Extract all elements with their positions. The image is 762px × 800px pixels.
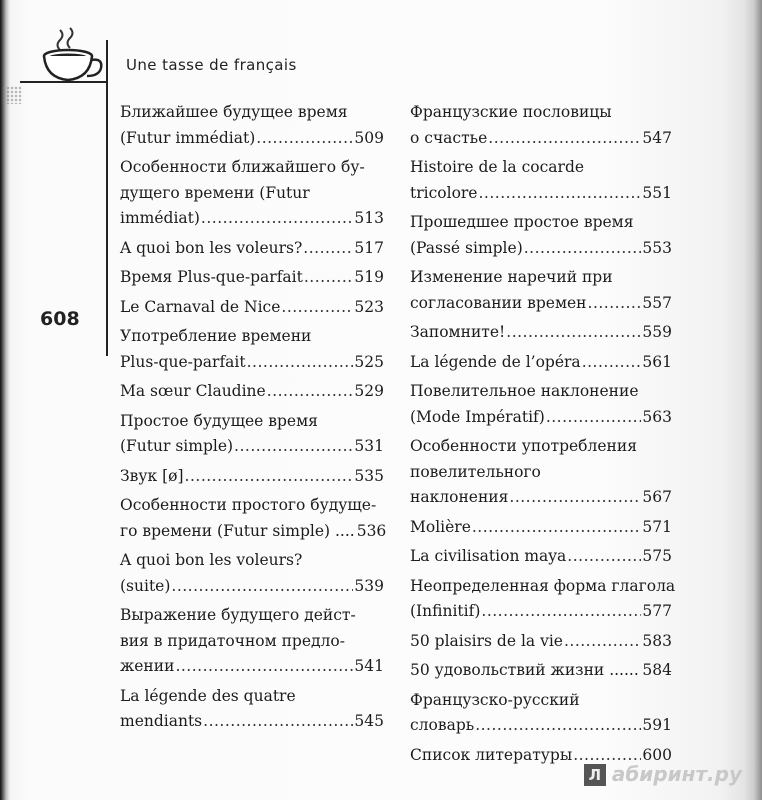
toc-entry-title: словарь bbox=[410, 716, 475, 734]
toc-entry bbox=[410, 155, 672, 206]
dot-leader bbox=[478, 181, 641, 207]
toc-entry-title: Molière bbox=[410, 517, 471, 536]
toc-entry-line bbox=[410, 485, 672, 511]
toc-page-number: 539 bbox=[354, 576, 384, 595]
toc-entry-line bbox=[410, 713, 672, 739]
toc-entry-title: La légende de l’opéra bbox=[410, 352, 581, 371]
toc-entry-line bbox=[120, 295, 384, 321]
toc-entry-line: дущего времени (Futur bbox=[120, 183, 310, 202]
toc-entry-title: наклонения bbox=[410, 488, 509, 506]
toc-entry-line: A quoi bon les voleurs? bbox=[120, 551, 303, 569]
toc-entry-title: Запомните! bbox=[410, 323, 506, 341]
site-watermark bbox=[584, 762, 742, 787]
toc-page-number: 535 bbox=[354, 466, 384, 485]
toc-entry-line bbox=[120, 464, 384, 490]
toc-entry-line: La légende des quatre bbox=[120, 686, 296, 705]
toc-page-number: 525 bbox=[354, 352, 384, 371]
toc-entry-title: (Futur simple) bbox=[120, 437, 234, 455]
toc-entry-title: 50 plaisirs de la vie bbox=[410, 631, 563, 650]
toc-entry-line bbox=[120, 434, 384, 460]
dot-leader bbox=[303, 236, 353, 262]
page-edge-shadow bbox=[744, 0, 762, 800]
dot-leader bbox=[304, 265, 354, 291]
toc-entry-title: (Passé simple) bbox=[410, 238, 523, 257]
dot-leader bbox=[567, 544, 641, 570]
dot-leader bbox=[524, 236, 642, 262]
toc-page-number: 557 bbox=[642, 293, 672, 312]
toc-entry bbox=[410, 434, 672, 511]
toc-entry bbox=[120, 100, 384, 151]
toc-entry bbox=[120, 236, 384, 262]
toc-entry bbox=[120, 548, 384, 599]
toc-entry-line bbox=[120, 126, 384, 152]
toc-page-number: 577 bbox=[642, 602, 672, 620]
dot-leader bbox=[472, 515, 642, 541]
toc-entry-line bbox=[410, 629, 672, 655]
toc-entry bbox=[410, 658, 672, 684]
toc-entry-line: Изменение наречий при bbox=[410, 268, 613, 286]
toc-entry-line bbox=[410, 544, 672, 570]
toc-entry-line: Простое будущее время bbox=[120, 411, 318, 430]
toc-page-number: 529 bbox=[354, 382, 384, 400]
toc-page-number: 591 bbox=[642, 716, 672, 734]
toc-entry-line bbox=[120, 654, 384, 680]
toc-page-number: 536 bbox=[356, 521, 387, 540]
toc-entry bbox=[410, 379, 672, 430]
dot-leader bbox=[203, 709, 353, 735]
dot-leader bbox=[234, 434, 353, 460]
toc-entry-line: Прошедшее простое время bbox=[410, 213, 634, 231]
toc-entry-line bbox=[410, 350, 672, 376]
toc-page-number: 583 bbox=[642, 631, 672, 650]
header-dot-pattern bbox=[2, 86, 22, 104]
toc-entry-line: Употребление времени bbox=[120, 327, 312, 345]
toc-entry-title: Список литературы bbox=[410, 745, 573, 764]
toc-column-right bbox=[410, 100, 676, 772]
dot-leader bbox=[256, 126, 353, 152]
toc-entry bbox=[120, 379, 384, 405]
toc-entry-title: согласовании времен bbox=[410, 293, 587, 312]
toc-column-left bbox=[120, 100, 387, 739]
toc-entry-line bbox=[410, 291, 672, 317]
toc-page-number: 547 bbox=[642, 128, 672, 147]
toc-entry-line bbox=[410, 320, 672, 346]
toc-entry-title: Звук [ø] bbox=[120, 466, 184, 485]
toc-entry bbox=[120, 265, 384, 291]
toc-entry-title: Le Carnaval de Nice bbox=[120, 297, 281, 316]
toc-page-number: 513 bbox=[354, 209, 384, 227]
toc-entry-title: A quoi bon les voleurs? bbox=[120, 238, 303, 257]
dot-leader bbox=[564, 629, 641, 655]
toc-entry bbox=[410, 574, 676, 625]
toc-entry bbox=[120, 295, 384, 321]
toc-entry-line bbox=[410, 658, 672, 684]
toc-entry-title: La civilisation maya bbox=[410, 547, 567, 565]
dot-leader bbox=[201, 206, 353, 232]
toc-entry bbox=[410, 544, 672, 570]
toc-entry-line bbox=[410, 599, 672, 625]
dot-leader bbox=[481, 599, 641, 625]
toc-entry-line: вия в придаточном предло- bbox=[120, 631, 345, 650]
dot-leader bbox=[267, 379, 354, 405]
toc-page-number: 575 bbox=[642, 547, 672, 565]
spine-shadow bbox=[0, 0, 10, 800]
running-header: Une tasse de français bbox=[126, 56, 297, 74]
toc-entry-title: (suite) bbox=[120, 576, 171, 595]
toc-entry bbox=[120, 464, 384, 490]
page-number: 608 bbox=[40, 308, 80, 330]
toc-entry bbox=[410, 350, 672, 376]
header-rule bbox=[20, 81, 108, 83]
dot-leader bbox=[640, 658, 642, 684]
dot-leader bbox=[175, 654, 353, 680]
toc-entry-line bbox=[410, 405, 672, 431]
dot-leader bbox=[546, 405, 642, 431]
toc-entry-line bbox=[120, 379, 384, 405]
toc-page-number: 551 bbox=[642, 183, 672, 202]
toc-entry bbox=[410, 515, 672, 541]
toc-page-number: 561 bbox=[642, 352, 672, 371]
toc-page-number: 563 bbox=[642, 407, 672, 426]
toc-entry bbox=[120, 493, 387, 544]
toc-entry-line bbox=[410, 236, 672, 262]
margin-rule bbox=[106, 40, 108, 356]
toc-entry-line: Особенности простого будуще- bbox=[120, 496, 377, 514]
toc-entry bbox=[120, 684, 384, 735]
toc-entry-title: Plus-que-parfait bbox=[120, 352, 246, 371]
toc-entry-line bbox=[120, 574, 384, 600]
toc-entry-line: Ближайшее будущее время bbox=[120, 103, 348, 121]
toc-entry bbox=[120, 603, 384, 680]
toc-entry-line bbox=[120, 206, 384, 232]
toc-entry-line bbox=[410, 181, 672, 207]
toc-entry-line: Особенности употребления bbox=[410, 437, 637, 455]
toc-entry-line bbox=[410, 126, 672, 152]
toc-page-number: 545 bbox=[354, 712, 384, 730]
toc-entry-line bbox=[120, 709, 384, 735]
toc-entry-title: Время Plus-que-parfait bbox=[120, 268, 303, 286]
watermark-logo: Л bbox=[584, 764, 606, 786]
toc-entry-title: tricolore bbox=[410, 183, 478, 202]
toc-entry-line: повелительного bbox=[410, 462, 541, 481]
toc-page-number: 553 bbox=[642, 238, 672, 257]
dot-leader bbox=[281, 295, 353, 321]
toc-page-number: 600 bbox=[642, 745, 672, 764]
dot-leader bbox=[509, 485, 641, 511]
toc-entry-line: Французские пословицы bbox=[410, 103, 612, 121]
toc-page-number: 523 bbox=[354, 297, 384, 316]
coffee-cup-icon bbox=[38, 26, 108, 86]
dot-leader bbox=[506, 320, 641, 346]
toc-entry bbox=[410, 210, 672, 261]
toc-page-number: 541 bbox=[354, 657, 384, 675]
toc-entry-title: го времени (Futur simple) .... bbox=[120, 521, 355, 540]
dot-leader bbox=[185, 464, 354, 490]
toc-entry-line: Особенности ближайшего бу- bbox=[120, 158, 365, 176]
dot-leader bbox=[588, 291, 642, 317]
toc-page-number: 509 bbox=[354, 128, 384, 147]
toc-entry-title: (Futur immédiat) bbox=[120, 128, 256, 147]
toc-entry-line: Французско-русский bbox=[410, 690, 580, 709]
toc-entry bbox=[120, 155, 384, 232]
watermark-text: абиринт.ру bbox=[611, 761, 742, 786]
toc-entry bbox=[410, 320, 672, 346]
toc-entry-line bbox=[410, 515, 672, 541]
toc-page-number: 584 bbox=[642, 661, 672, 679]
toc-entry-line: Повелительное наклонение bbox=[410, 382, 639, 400]
dot-leader bbox=[582, 350, 642, 376]
toc-entry-line bbox=[120, 236, 384, 262]
toc-entry-title: Ma sœur Claudine bbox=[120, 382, 266, 400]
toc-page-number: 571 bbox=[642, 517, 672, 536]
toc-entry bbox=[410, 265, 672, 316]
toc-entry bbox=[410, 100, 672, 151]
toc-page-number: 519 bbox=[354, 268, 384, 286]
toc-entry bbox=[410, 629, 672, 655]
toc-entry-title: mendiants bbox=[120, 712, 203, 730]
toc-entry bbox=[120, 324, 384, 375]
toc-page-number: 517 bbox=[354, 238, 384, 257]
toc-entry-title: immédiat) bbox=[120, 209, 200, 227]
toc-entry bbox=[410, 688, 672, 739]
toc-entry-title: 50 удовольствий жизни ...... bbox=[410, 661, 639, 679]
dot-leader bbox=[475, 713, 641, 739]
toc-page-number: 559 bbox=[642, 323, 672, 341]
toc-entry-line bbox=[120, 265, 384, 291]
toc-page-number: 567 bbox=[642, 488, 672, 506]
toc-entry-title: (Mode Impératif) bbox=[410, 407, 545, 426]
toc-entry bbox=[120, 409, 384, 460]
dot-leader bbox=[488, 126, 641, 152]
toc-entry-line: Неопределенная форма глагола bbox=[410, 576, 676, 595]
toc-entry-title: жении bbox=[120, 657, 175, 675]
toc-entry-line bbox=[120, 350, 384, 376]
dot-leader bbox=[171, 574, 353, 600]
toc-page-number: 531 bbox=[354, 437, 384, 455]
dot-leader bbox=[247, 350, 354, 376]
toc-entry-line: Histoire de la cocarde bbox=[410, 158, 585, 176]
toc-entry-title: (Infinitif) bbox=[410, 602, 481, 620]
toc-entry-title: о счастье bbox=[410, 128, 488, 147]
toc-entry-line bbox=[120, 519, 387, 545]
toc-entry-line: Выражение будущего дейст- bbox=[120, 606, 356, 624]
